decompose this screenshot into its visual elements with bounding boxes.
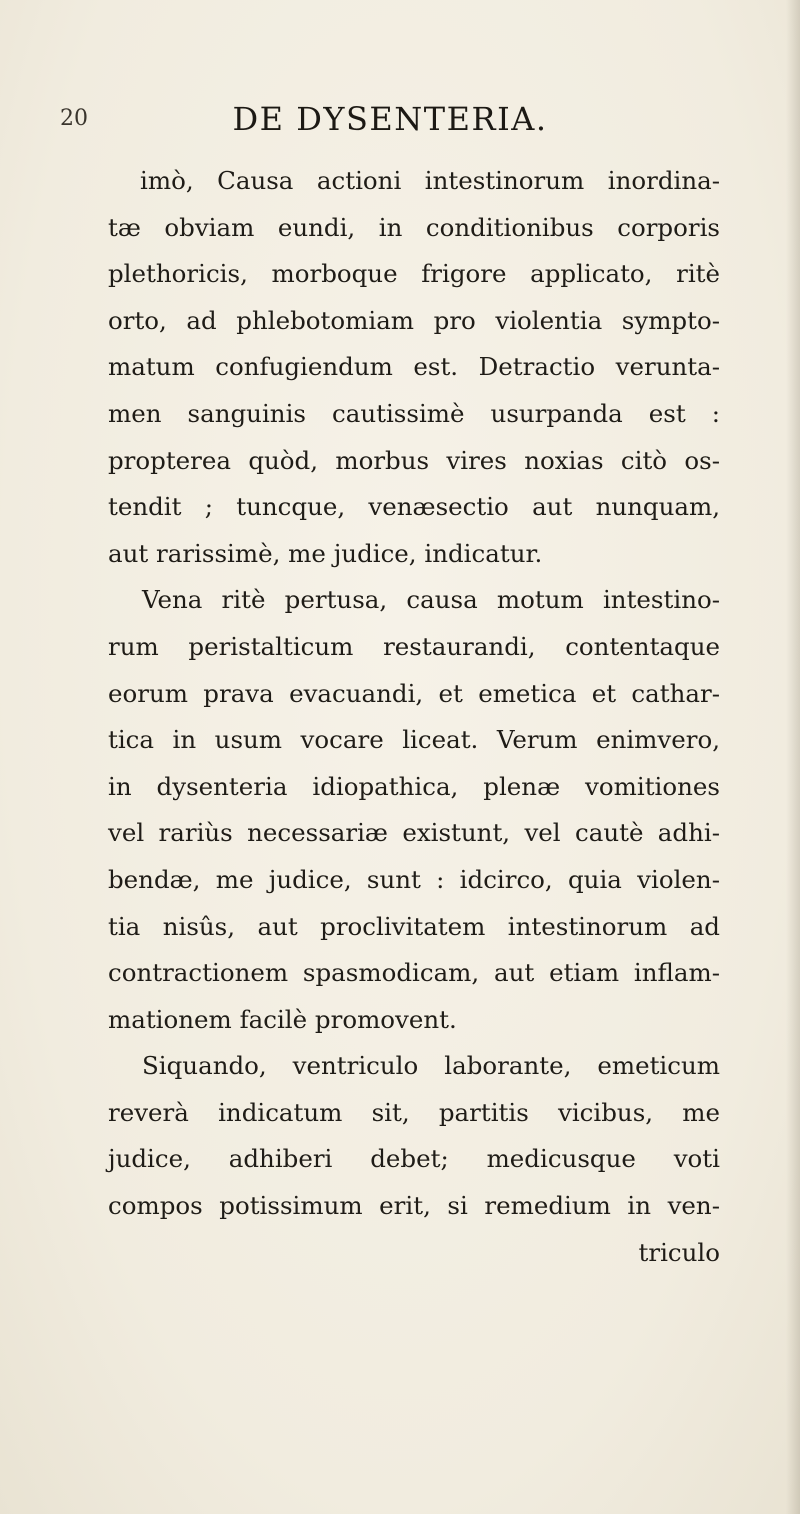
text-line: eorum prava evacuandi, et emetica et cathar- bbox=[108, 678, 720, 708]
text-line: vel rariùs necessariæ existunt, vel cautè adhi- bbox=[108, 818, 720, 848]
text-line: tæ obviam eundi, in conditionibus corporis bbox=[108, 212, 720, 242]
text-line: reverà indicatum sit, partitis vicibus, me bbox=[108, 1097, 720, 1127]
text-line: mationem facilè promovent. bbox=[108, 1004, 457, 1034]
text-line: aut rarissimè, me judice, indicatur. bbox=[108, 538, 543, 568]
text-line: contractionem spasmodicam, aut etiam inflam- bbox=[108, 958, 720, 988]
text-line: Siquando, ventriculo laborante, emeticum bbox=[142, 1051, 720, 1081]
text-line: compos potissimum erit, si remedium in ven- bbox=[108, 1191, 720, 1221]
text-line: Vena ritè pertusa, causa motum intestino- bbox=[142, 585, 720, 615]
text-line: plethoricis, morboque frigore applicato, ritè bbox=[108, 259, 720, 289]
text-line: in dysenteria idiopathica, plenæ vomitiones bbox=[108, 771, 720, 801]
page-number: 20 bbox=[60, 106, 88, 131]
text-line: men sanguinis cautissimè usurpanda est : bbox=[108, 398, 720, 428]
text-line: tia nisûs, aut proclivitatem intestinorum ad bbox=[108, 911, 720, 941]
text-line: bendæ, me judice, sunt : idcirco, quia violen- bbox=[108, 864, 720, 894]
text-line: tica in usum vocare liceat. Verum enimvero, bbox=[108, 725, 720, 755]
text-line: judice, adhiberi debet; medicusque voti bbox=[108, 1144, 720, 1174]
page-title: DE DYSENTERIA. bbox=[232, 100, 548, 138]
page-edge-shadow bbox=[786, 0, 800, 1514]
text-line: imò, Causa actioni intestinorum inordina- bbox=[140, 166, 720, 195]
body-text bbox=[108, 158, 720, 1276]
running-head bbox=[60, 100, 720, 144]
text-line: triculo bbox=[638, 1237, 720, 1267]
text-line: rum peristalticum restaurandi, contentaque bbox=[108, 631, 720, 661]
text-line: matum confugiendum est. Detractio verunta- bbox=[108, 352, 720, 382]
text-line: orto, ad phlebotomiam pro violentia sympto- bbox=[108, 305, 720, 335]
text-line: tendit ; tuncque, venæsectio aut nunquam, bbox=[108, 492, 720, 522]
text-line: propterea quòd, morbus vires noxias citò os- bbox=[108, 445, 720, 475]
